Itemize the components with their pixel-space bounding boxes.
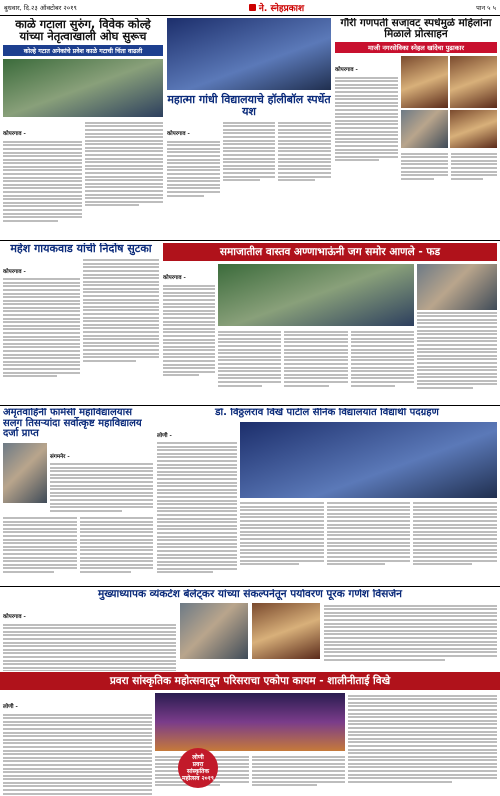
article-byline: लोणी - <box>157 432 172 439</box>
article-subhead: माजी नगरसेविका स्नेहल खांदेचा पुढाकार <box>335 42 497 53</box>
article-photo <box>252 603 320 659</box>
article-subhead: कोल्हे गटात अनेकांचे प्रवेश काळे गटाची चिंता वाढली <box>3 45 163 56</box>
gauri-photo <box>450 110 497 148</box>
section-divider <box>0 586 500 587</box>
sign-line: सांस्कृतिक <box>186 768 210 775</box>
sign-line: प्रवरा <box>192 760 204 768</box>
article-headline: महेश गायकवाड यांची निर्दोष सुटका <box>10 243 152 255</box>
section-divider <box>0 240 500 241</box>
gauri-photo <box>401 110 448 148</box>
sign-line: महोत्सव २०१९ <box>181 775 214 783</box>
festival-sign <box>178 748 218 788</box>
section-divider <box>0 405 500 406</box>
article-ganesh-visarjan <box>3 589 497 671</box>
article-headline: डॉ. विठ्ठलराव विखे पाटील सैनिक विद्यालयात विद्यार्थी पदग्रहण <box>215 408 439 418</box>
article-photo <box>240 422 497 498</box>
page-number: पान ५ ५ <box>476 4 496 12</box>
article-byline: कोपरगाव - <box>167 131 190 138</box>
article-kale-kolhe <box>3 18 163 238</box>
page-header <box>0 0 500 16</box>
article-headline: समाजातील वास्तव अण्णाभाऊंनी जग समोर आणले - फड <box>163 243 497 261</box>
article-byline: कोपरगाव - <box>335 67 358 74</box>
article-gauri-ganpati <box>335 18 497 238</box>
article-photo <box>417 264 497 310</box>
article-pravara-mahotsav <box>0 672 500 796</box>
article-headline: मुख्याध्यापक व्यंकटेश बेलेट्कर यांच्या संकल्पनेतून पर्यावरण पूरक गणेश विसर्जन <box>98 589 402 600</box>
gauri-photo <box>450 56 497 108</box>
article-mahesh-gaikwad <box>3 243 159 403</box>
article-vikhe-sainik-vidyalaya <box>157 408 497 584</box>
article-photo <box>3 59 163 117</box>
article-headline: अमृतवाहिनी फार्मसी महाविद्यालयास सलग तिसऱ्यांदा सर्वोत्कृष्ट महाविद्यालय दर्जा प्राप्त <box>3 408 142 439</box>
article-mahatma-gandhi-vidyalaya <box>167 18 331 238</box>
article-photo <box>3 443 47 503</box>
article-byline: कोपरगाव - <box>3 614 26 621</box>
article-headline: गौरी गणपती सजावट स्पर्धेमुळे महिलांना मिळाले प्रोत्साहन <box>340 18 492 41</box>
article-byline: कोपरगाव - <box>3 268 26 275</box>
article-annabhau-sathe <box>163 243 497 403</box>
issue-date: बुधवार, दि.२३ ऑक्टोबर २०१९ <box>4 4 77 12</box>
brand-logo <box>249 1 304 14</box>
article-photo <box>155 693 345 751</box>
article-photo <box>218 264 414 326</box>
article-byline: कोपरगाव - <box>163 275 186 281</box>
sign-line: लोणी <box>192 753 204 761</box>
article-headline: प्रवरा सांस्कृतिक महोत्सवातून परिसराचा एकोपा कायम - शालीनीताई विखे <box>0 672 500 690</box>
article-photo <box>167 18 331 90</box>
article-photo <box>180 603 248 659</box>
article-headline: महात्मा गांधी विद्यालयाचे हॉलीबॉल स्पर्धेत यश <box>167 93 331 118</box>
article-byline: कोपरगाव - <box>3 131 26 138</box>
article-headline: काळे गटाला सुरुंग, विवेक कोल्हे यांच्या नेतृत्वाखाली ओघ सुरूच <box>15 18 151 44</box>
article-byline: संगमनेर - <box>50 453 70 460</box>
brand-name: ने. स्नेहप्रकाश <box>258 4 305 14</box>
brand-mark-icon <box>249 4 256 11</box>
article-byline: लोणी - <box>3 704 18 710</box>
gauri-photo <box>401 56 448 108</box>
article-amrutvahini-pharmacy <box>3 408 153 584</box>
